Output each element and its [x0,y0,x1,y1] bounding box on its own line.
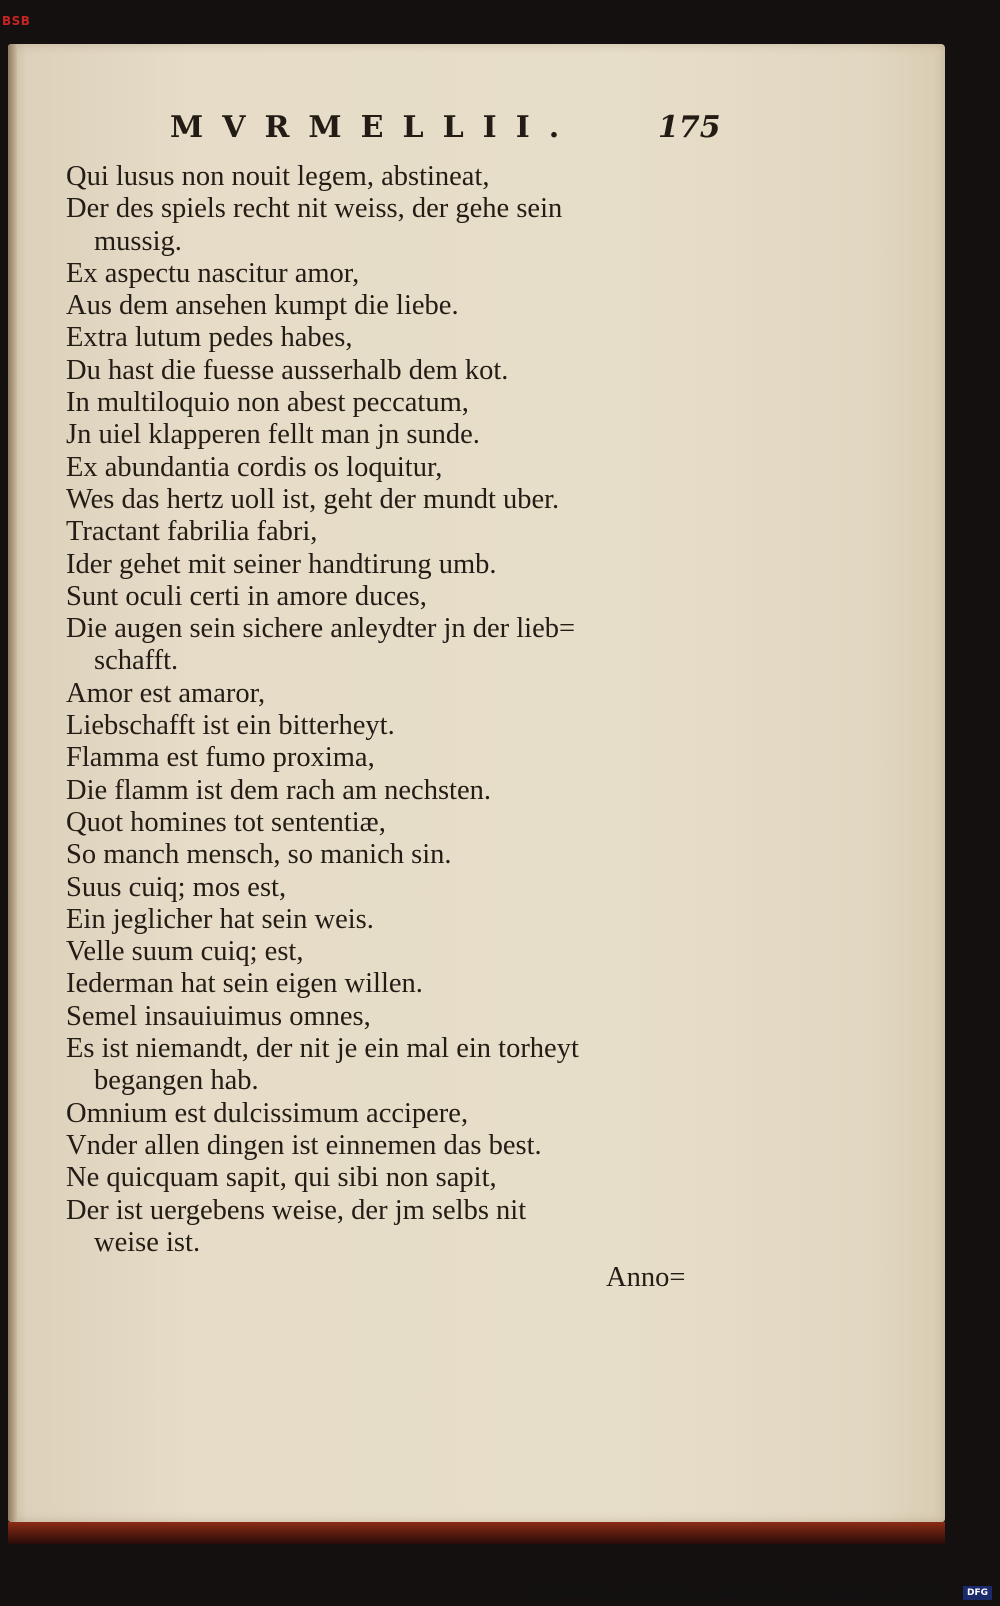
text-line: Die augen sein sichere anleydter jn der lieb= [66,613,576,645]
proverb-text-block [66,161,746,1259]
text-line: Iederman hat sein eigen willen. [66,968,423,1000]
text-line: Ex abundantia cordis os loquitur, [66,451,443,483]
text-line: So manch mensch, so manich sin. [66,839,452,871]
text-line: Semel insauiuimus omnes, [66,1000,371,1032]
text-line: Ider gehet mit seiner handtirung umb. [66,548,497,580]
text-line: In multiloquio non abest peccatum, [66,387,469,419]
text-line: Es ist niemandt, der nit je ein mal ein torheyt [66,1033,579,1065]
book-cover-edge [8,1522,945,1544]
text-line: Ein jeglicher hat sein weis. [66,903,374,935]
text-line: Liebschafft ist ein bitterheyt. [66,710,395,742]
text-line: Ex aspectu nascitur amor, [66,257,360,289]
text-line: Du hast die fuesse ausserhalb dem kot. [66,354,509,386]
credit-text: Digitalisierung gefördert durch die Deutsche Forschungsgemeinschaft - [530,1587,957,1599]
text-line: Suus cuiq; mos est, [66,871,287,903]
text-line-continuation: schafft. [94,645,179,677]
dfg-logo: DFG [963,1586,992,1600]
text-line: Die flamm ist dem rach am nechsten. [66,774,491,806]
text-line: Qui lusus non nouit legem, abstineat, [66,161,490,192]
text-line: Amor est amaror, [66,677,266,709]
digitization-credit [531,1586,992,1600]
page-gutter-edge [8,44,17,1522]
text-line: Aus dem ansehen kumpt die liebe. [66,290,459,322]
text-line: Wes das hertz uoll ist, geht der mundt uber. [66,483,560,515]
text-line: Quot homines tot sententiæ, [66,806,386,838]
text-line: Vnder allen dingen ist einnemen das best. [66,1129,542,1161]
running-head: MVRMELLII. [170,110,579,145]
text-line: Der des spiels recht nit weiss, der gehe sein [66,193,563,225]
text-line: Extra lutum pedes habes, [66,322,353,354]
text-line-continuation: mussig. [94,225,182,257]
catchword: Anno= [606,1262,686,1293]
text-line: Tractant fabrilia fabri, [66,516,318,548]
page-header [170,110,730,150]
text-line: Flamma est fumo proxima, [66,742,375,774]
text-line-continuation: weise ist. [94,1226,201,1258]
text-line-continuation: begangen hab. [94,1065,259,1097]
text-line: Omnium est dulcissimum accipere, [66,1097,469,1129]
text-line: Der ist uergebens weise, der jm selbs nit [66,1194,527,1226]
text-line: Velle suum cuiq; est, [66,936,304,968]
text-line: Ne quicquam sapit, qui sibi non sapit, [66,1162,497,1194]
page-number: 175 [658,110,721,145]
text-line: Sunt oculi certi in amore duces, [66,580,427,612]
text-line: Jn uiel klapperen fellt man jn sunde. [66,419,480,451]
library-mark: BSB [2,14,31,28]
